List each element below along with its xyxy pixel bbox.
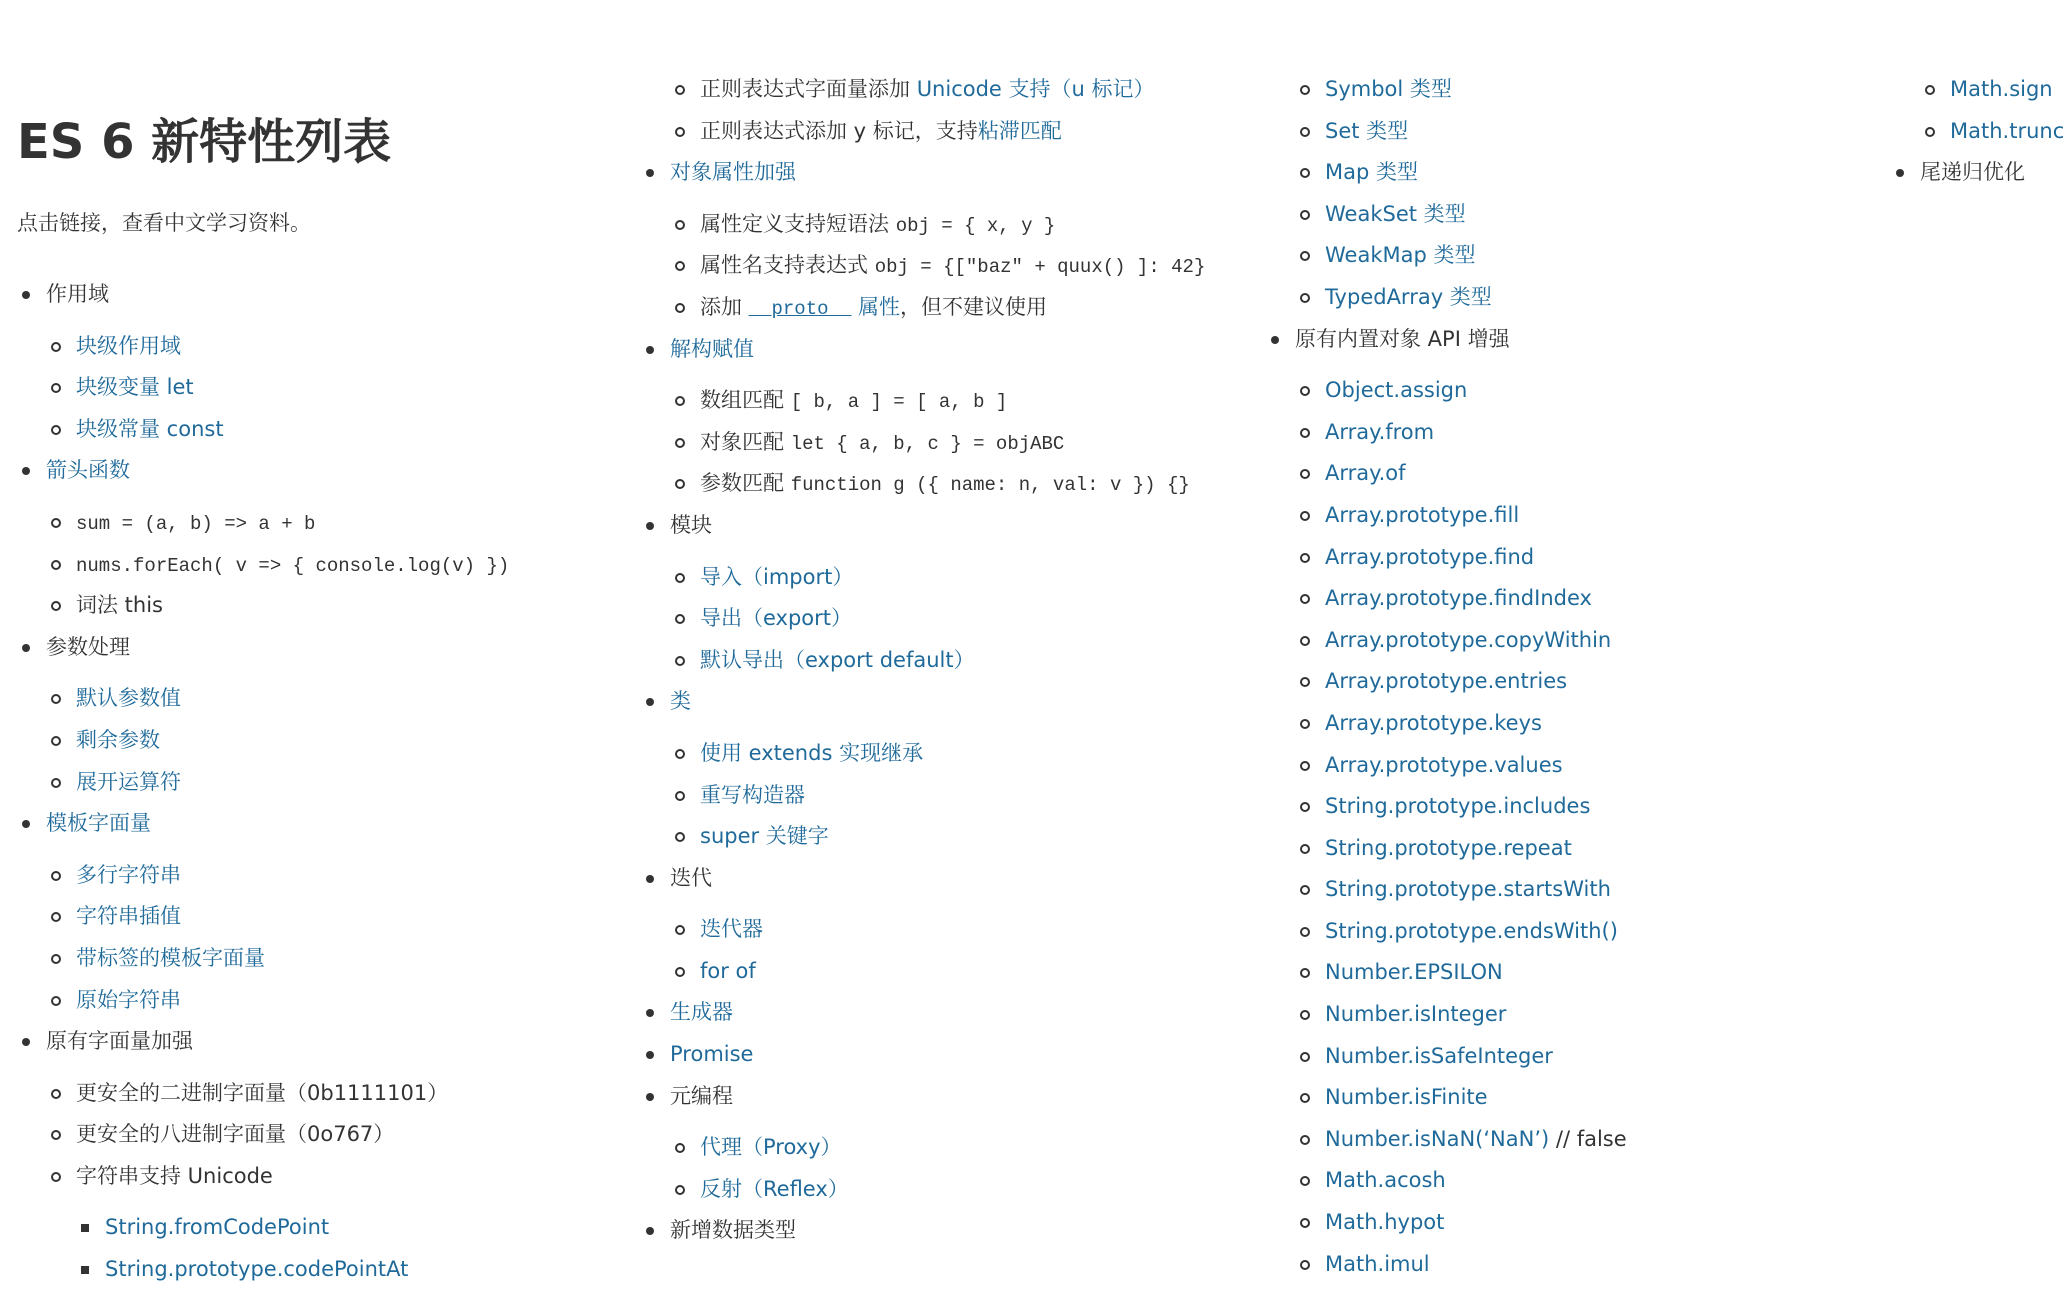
circle-bullet-icon — [675, 573, 685, 583]
circle-bullet-icon — [1300, 885, 1310, 895]
disc-bullet-icon — [646, 1227, 654, 1235]
list-item — [1295, 1202, 1627, 1244]
list-item — [670, 287, 1205, 329]
circle-bullet-icon — [1925, 85, 1935, 95]
list-item — [1295, 194, 1627, 236]
code-snippet: sum = (a, b) => a + b — [76, 512, 316, 535]
item-text: ，但不建议使用 — [900, 294, 1047, 319]
circle-bullet-icon — [1300, 677, 1310, 687]
list-item — [670, 152, 1205, 194]
item-text: // false — [1549, 1126, 1627, 1151]
feature-link[interactable]: Math.trunc — [1950, 118, 2065, 143]
list-item — [670, 640, 1205, 682]
list-item — [670, 598, 1205, 640]
circle-bullet-icon — [1300, 293, 1310, 303]
list-item — [1295, 152, 1627, 194]
list-item — [1920, 111, 2064, 153]
list-item — [1295, 1244, 1627, 1286]
feature-link[interactable]: 类 — [670, 689, 691, 714]
feature-link[interactable]: 带标签的模板字面量 — [76, 945, 265, 970]
circle-bullet-icon — [51, 871, 61, 881]
item-text: 迭代 — [670, 865, 712, 890]
list-item — [46, 896, 509, 938]
circle-bullet-icon — [51, 1089, 61, 1099]
list-item — [670, 557, 1205, 599]
feature-link[interactable]: Number.EPSILON — [1325, 960, 1503, 985]
code-snippet: let { a, b, c } = objABC — [790, 432, 1065, 455]
list-item — [670, 1076, 1205, 1118]
list-item — [1295, 1119, 1627, 1161]
circle-bullet-icon — [1300, 1218, 1310, 1228]
circle-bullet-icon — [51, 954, 61, 964]
list-item — [670, 909, 1205, 951]
circle-bullet-icon — [51, 601, 61, 611]
feature-link[interactable]: String.prototype.endsWith() — [1325, 918, 1618, 943]
circle-bullet-icon — [675, 220, 685, 230]
disc-bullet-icon — [22, 820, 30, 828]
feature-link[interactable]: String.fromCodePoint — [105, 1215, 330, 1240]
item-text: 参数处理 — [46, 634, 130, 659]
circle-bullet-icon — [1300, 719, 1310, 729]
feature-list-column-3 — [1295, 69, 1627, 1285]
feature-link[interactable]: 重写构造器 — [700, 782, 805, 807]
list-item — [1295, 1077, 1627, 1119]
list-item — [1295, 277, 1627, 319]
item-text: 作用域 — [46, 282, 109, 306]
item-text: 属性定义支持短语法 — [700, 211, 896, 236]
feature-link[interactable]: super 关键字 — [700, 824, 829, 849]
list-item — [46, 1249, 509, 1291]
item-text: 属性名支持表达式 — [700, 253, 875, 278]
circle-bullet-icon — [1300, 594, 1310, 604]
feature-link[interactable]: 默认导出（export default） — [700, 647, 975, 672]
item-text: 正则表达式字面量添加 — [700, 77, 917, 101]
circle-bullet-icon — [51, 694, 61, 704]
feature-link[interactable]: Array.prototype.entries — [1325, 669, 1568, 694]
list-item — [670, 858, 1205, 900]
list-item — [46, 274, 509, 316]
list-item — [670, 1210, 1205, 1252]
list-item — [1295, 412, 1627, 454]
feature-link[interactable]: 迭代器 — [700, 917, 763, 942]
circle-bullet-icon — [1300, 1093, 1310, 1103]
disc-bullet-icon — [646, 522, 654, 530]
list-item — [670, 992, 1205, 1034]
list-item — [1295, 703, 1627, 745]
list-item — [46, 502, 509, 544]
list-item — [46, 450, 509, 492]
disc-bullet-icon — [646, 346, 654, 354]
circle-bullet-icon — [1300, 927, 1310, 937]
circle-bullet-icon — [675, 438, 685, 448]
disc-bullet-icon — [646, 1051, 654, 1059]
feature-link[interactable]: String.prototype.includes — [1325, 794, 1591, 819]
list-item — [46, 1207, 509, 1249]
feature-link[interactable]: Math.imul — [1325, 1251, 1430, 1276]
circle-bullet-icon — [1300, 251, 1310, 261]
list-item — [670, 1169, 1205, 1211]
feature-link[interactable]: for of — [700, 958, 756, 983]
feature-link[interactable]: Array.prototype.keys — [1325, 710, 1542, 735]
list-item — [1295, 745, 1627, 787]
list-item — [46, 544, 509, 586]
feature-link[interactable]: String.prototype.startsWith — [1325, 877, 1611, 902]
feature-link[interactable]: Array.of — [1325, 461, 1406, 486]
circle-bullet-icon — [1300, 386, 1310, 396]
list-item — [1295, 319, 1627, 361]
list-item — [46, 1073, 509, 1115]
feature-link[interactable]: 粘滞匹配 — [977, 118, 1062, 143]
list-item — [46, 803, 509, 845]
item-text: 对象匹配 — [700, 429, 791, 454]
list-item — [1295, 578, 1627, 620]
list-item — [670, 111, 1205, 153]
disc-bullet-icon — [646, 875, 654, 883]
feature-link[interactable]: 字符串插值 — [76, 904, 181, 929]
feature-link[interactable]: WeakMap 类型 — [1325, 243, 1476, 268]
feature-link[interactable]: 解构赋值 — [670, 336, 754, 361]
circle-bullet-icon — [1300, 1052, 1310, 1062]
circle-bullet-icon — [1300, 1176, 1310, 1186]
disc-bullet-icon — [646, 1093, 654, 1101]
disc-bullet-icon — [646, 1009, 654, 1017]
list-item — [1295, 952, 1627, 994]
list-item — [46, 678, 509, 720]
feature-link[interactable]: Array.prototype.fill — [1325, 502, 1520, 527]
circle-bullet-icon — [1300, 553, 1310, 563]
feature-list-column-4 — [1920, 69, 2064, 194]
feature-link[interactable]: Map 类型 — [1325, 160, 1418, 185]
intro-text: 点击链接，查看中文学习资料。 — [17, 211, 311, 235]
circle-bullet-icon — [1300, 168, 1310, 178]
feature-list-column-2 — [670, 69, 1205, 1252]
feature-link[interactable]: Number.isInteger — [1325, 1002, 1507, 1027]
feature-link[interactable]: 剩余参数 — [76, 727, 160, 752]
item-text: 字符串支持 Unicode — [76, 1163, 273, 1188]
circle-bullet-icon — [51, 912, 61, 922]
circle-bullet-icon — [1300, 761, 1310, 771]
item-text: 添加 — [700, 294, 749, 319]
disc-bullet-icon — [646, 698, 654, 706]
circle-bullet-icon — [1300, 210, 1310, 220]
list-item — [1295, 453, 1627, 495]
circle-bullet-icon — [675, 396, 685, 406]
feature-link[interactable]: 属性 — [851, 294, 900, 319]
list-item — [1295, 869, 1627, 911]
list-item — [670, 816, 1205, 858]
circle-bullet-icon — [1300, 1135, 1310, 1145]
feature-link[interactable]: Unicode 支持（u 标记） — [916, 77, 1155, 101]
feature-link[interactable]: 导出（export） — [700, 606, 853, 631]
disc-bullet-icon — [646, 169, 654, 177]
item-text: 正则表达式添加 y 标记，支持 — [700, 118, 978, 143]
list-item — [46, 720, 509, 762]
item-text: 尾递归优化 — [1920, 160, 2025, 185]
feature-link[interactable]: 块级作用域 — [76, 333, 181, 358]
code-snippet: function g ({ name: n, val: v }) {} — [790, 474, 1190, 497]
feature-link[interactable]: 箭头函数 — [46, 458, 130, 483]
feature-link[interactable]: Array.from — [1325, 419, 1435, 444]
disc-bullet-icon — [22, 1038, 30, 1046]
list-item — [46, 1156, 509, 1198]
feature-link[interactable]: 反射（Reflex） — [700, 1176, 849, 1201]
list-item — [46, 326, 509, 368]
feature-link[interactable]: Number.isFinite — [1325, 1085, 1488, 1110]
circle-bullet-icon — [1300, 428, 1310, 438]
list-item — [670, 329, 1205, 371]
feature-link[interactable]: TypedArray 类型 — [1325, 284, 1492, 309]
feature-link[interactable]: Math.acosh — [1325, 1168, 1446, 1193]
list-item — [670, 505, 1205, 547]
circle-bullet-icon — [51, 342, 61, 352]
circle-bullet-icon — [1300, 469, 1310, 479]
circle-bullet-icon — [675, 85, 685, 95]
list-item — [670, 463, 1205, 505]
list-item — [46, 1114, 509, 1156]
circle-bullet-icon — [51, 518, 61, 528]
circle-bullet-icon — [675, 967, 685, 977]
list-item — [46, 367, 509, 409]
circle-bullet-icon — [1300, 511, 1310, 521]
disc-bullet-icon — [22, 467, 30, 475]
list-item — [1295, 69, 1627, 111]
circle-bullet-icon — [1300, 636, 1310, 646]
list-item — [1295, 111, 1627, 153]
list-item — [670, 681, 1205, 723]
list-item — [1295, 828, 1627, 870]
list-item — [46, 980, 509, 1022]
circle-bullet-icon — [675, 749, 685, 759]
circle-bullet-icon — [1925, 127, 1935, 137]
feature-link[interactable]: Array.prototype.findIndex — [1325, 586, 1592, 611]
list-item — [670, 1127, 1205, 1169]
list-item — [46, 762, 509, 804]
list-item — [1920, 69, 2064, 111]
feature-link[interactable]: Symbol 类型 — [1325, 77, 1452, 101]
circle-bullet-icon — [51, 996, 61, 1006]
circle-bullet-icon — [675, 925, 685, 935]
list-item — [1295, 994, 1627, 1036]
circle-bullet-icon — [675, 656, 685, 666]
circle-bullet-icon — [675, 261, 685, 271]
code-snippet: obj = { x, y } — [895, 214, 1056, 237]
item-text: 更安全的八进制字面量（0o767） — [76, 1122, 395, 1147]
code-snippet: obj = {["baz" + quux() ]: 42} — [874, 256, 1206, 279]
list-item — [670, 245, 1205, 287]
disc-bullet-icon — [1896, 169, 1904, 177]
circle-bullet-icon — [675, 127, 685, 137]
feature-link[interactable]: 展开运算符 — [76, 769, 181, 794]
list-item — [1295, 786, 1627, 828]
feature-link[interactable]: 多行字符串 — [76, 862, 181, 887]
feature-list-column-1 — [46, 274, 509, 1291]
list-item — [1295, 620, 1627, 662]
circle-bullet-icon — [1300, 968, 1310, 978]
code-snippet: nums.forEach( v => { console.log(v) }) — [76, 554, 510, 577]
circle-bullet-icon — [51, 560, 61, 570]
item-text: 模块 — [670, 512, 712, 537]
page-title: ES 6 新特性列表 — [17, 114, 392, 170]
circle-bullet-icon — [51, 778, 61, 788]
list-item — [1295, 495, 1627, 537]
feature-link[interactable]: Array.prototype.find — [1325, 544, 1535, 569]
disc-bullet-icon — [22, 644, 30, 652]
feature-link[interactable]: 块级常量 const — [76, 416, 224, 441]
feature-link[interactable]: 块级变量 let — [76, 375, 194, 400]
feature-link[interactable]: Array.prototype.values — [1325, 752, 1563, 777]
feature-link[interactable]: __proto__ — [748, 297, 852, 320]
circle-bullet-icon — [675, 479, 685, 489]
feature-link[interactable]: WeakSet 类型 — [1325, 201, 1466, 226]
circle-bullet-icon — [1300, 844, 1310, 854]
list-item — [46, 938, 509, 980]
feature-link[interactable]: Number.isSafeInteger — [1325, 1043, 1553, 1068]
list-item — [1295, 370, 1627, 412]
circle-bullet-icon — [51, 1130, 61, 1140]
circle-bullet-icon — [675, 1143, 685, 1153]
feature-link[interactable]: String.prototype.codePointAt — [105, 1257, 409, 1282]
feature-link[interactable]: Promise — [670, 1042, 754, 1067]
list-item — [1295, 911, 1627, 953]
feature-link[interactable]: Math.sign — [1950, 77, 2053, 101]
feature-link[interactable]: Object.assign — [1325, 378, 1468, 403]
circle-bullet-icon — [1300, 1010, 1310, 1020]
item-text: 更安全的二进制字面量（0b1111101） — [76, 1080, 449, 1105]
list-item — [670, 69, 1205, 111]
list-item — [46, 585, 509, 627]
feature-link[interactable]: 模板字面量 — [46, 811, 151, 836]
circle-bullet-icon — [51, 383, 61, 393]
feature-link[interactable]: String.prototype.repeat — [1325, 835, 1572, 860]
circle-bullet-icon — [675, 1185, 685, 1195]
feature-link[interactable]: 对象属性加强 — [670, 160, 796, 185]
list-item — [670, 951, 1205, 993]
circle-bullet-icon — [1300, 85, 1310, 95]
circle-bullet-icon — [675, 303, 685, 313]
circle-bullet-icon — [51, 1172, 61, 1182]
list-item — [1295, 1160, 1627, 1202]
list-item — [1295, 1036, 1627, 1078]
feature-link[interactable]: 代理（Proxy） — [700, 1135, 842, 1160]
circle-bullet-icon — [51, 425, 61, 435]
list-item — [1920, 152, 2064, 194]
square-bullet-icon — [81, 1224, 89, 1232]
code-snippet: [ b, a ] = [ a, b ] — [790, 391, 1008, 414]
circle-bullet-icon — [1300, 127, 1310, 137]
list-item — [670, 380, 1205, 422]
list-item — [670, 204, 1205, 246]
list-item — [46, 409, 509, 451]
feature-link[interactable]: Array.prototype.copyWithin — [1325, 627, 1612, 652]
list-item — [46, 1021, 509, 1063]
list-item — [46, 627, 509, 669]
feature-link[interactable]: 使用 extends 实现继承 — [700, 740, 924, 765]
feature-link[interactable]: 原始字符串 — [76, 987, 181, 1012]
item-text: 原有内置对象 API 增强 — [1295, 326, 1510, 351]
circle-bullet-icon — [1300, 1260, 1310, 1270]
list-item — [1295, 235, 1627, 277]
list-item — [670, 775, 1205, 817]
item-text: 词法 this — [76, 593, 163, 618]
circle-bullet-icon — [675, 791, 685, 801]
list-item — [1295, 537, 1627, 579]
feature-link[interactable]: Number.isNaN(‘NaN’) — [1325, 1126, 1550, 1151]
list-item — [670, 422, 1205, 464]
list-item — [670, 733, 1205, 775]
item-text: 新增数据类型 — [670, 1218, 796, 1243]
feature-link[interactable]: 默认参数值 — [76, 686, 181, 711]
feature-link[interactable]: Math.hypot — [1325, 1210, 1445, 1235]
feature-link[interactable]: Set 类型 — [1325, 118, 1409, 143]
circle-bullet-icon — [51, 736, 61, 746]
circle-bullet-icon — [675, 614, 685, 624]
circle-bullet-icon — [1300, 802, 1310, 812]
list-item — [670, 1034, 1205, 1076]
item-text: 原有字面量加强 — [46, 1029, 193, 1054]
item-text: 参数匹配 — [700, 471, 791, 496]
square-bullet-icon — [81, 1266, 89, 1274]
feature-link[interactable]: 导入（import） — [700, 564, 854, 589]
list-item — [46, 855, 509, 897]
item-text: 数组匹配 — [700, 388, 791, 413]
list-item — [1295, 661, 1627, 703]
feature-link[interactable]: 生成器 — [670, 1000, 733, 1025]
item-text: 元编程 — [670, 1083, 733, 1108]
disc-bullet-icon — [22, 291, 30, 299]
circle-bullet-icon — [675, 832, 685, 842]
disc-bullet-icon — [1271, 336, 1279, 344]
